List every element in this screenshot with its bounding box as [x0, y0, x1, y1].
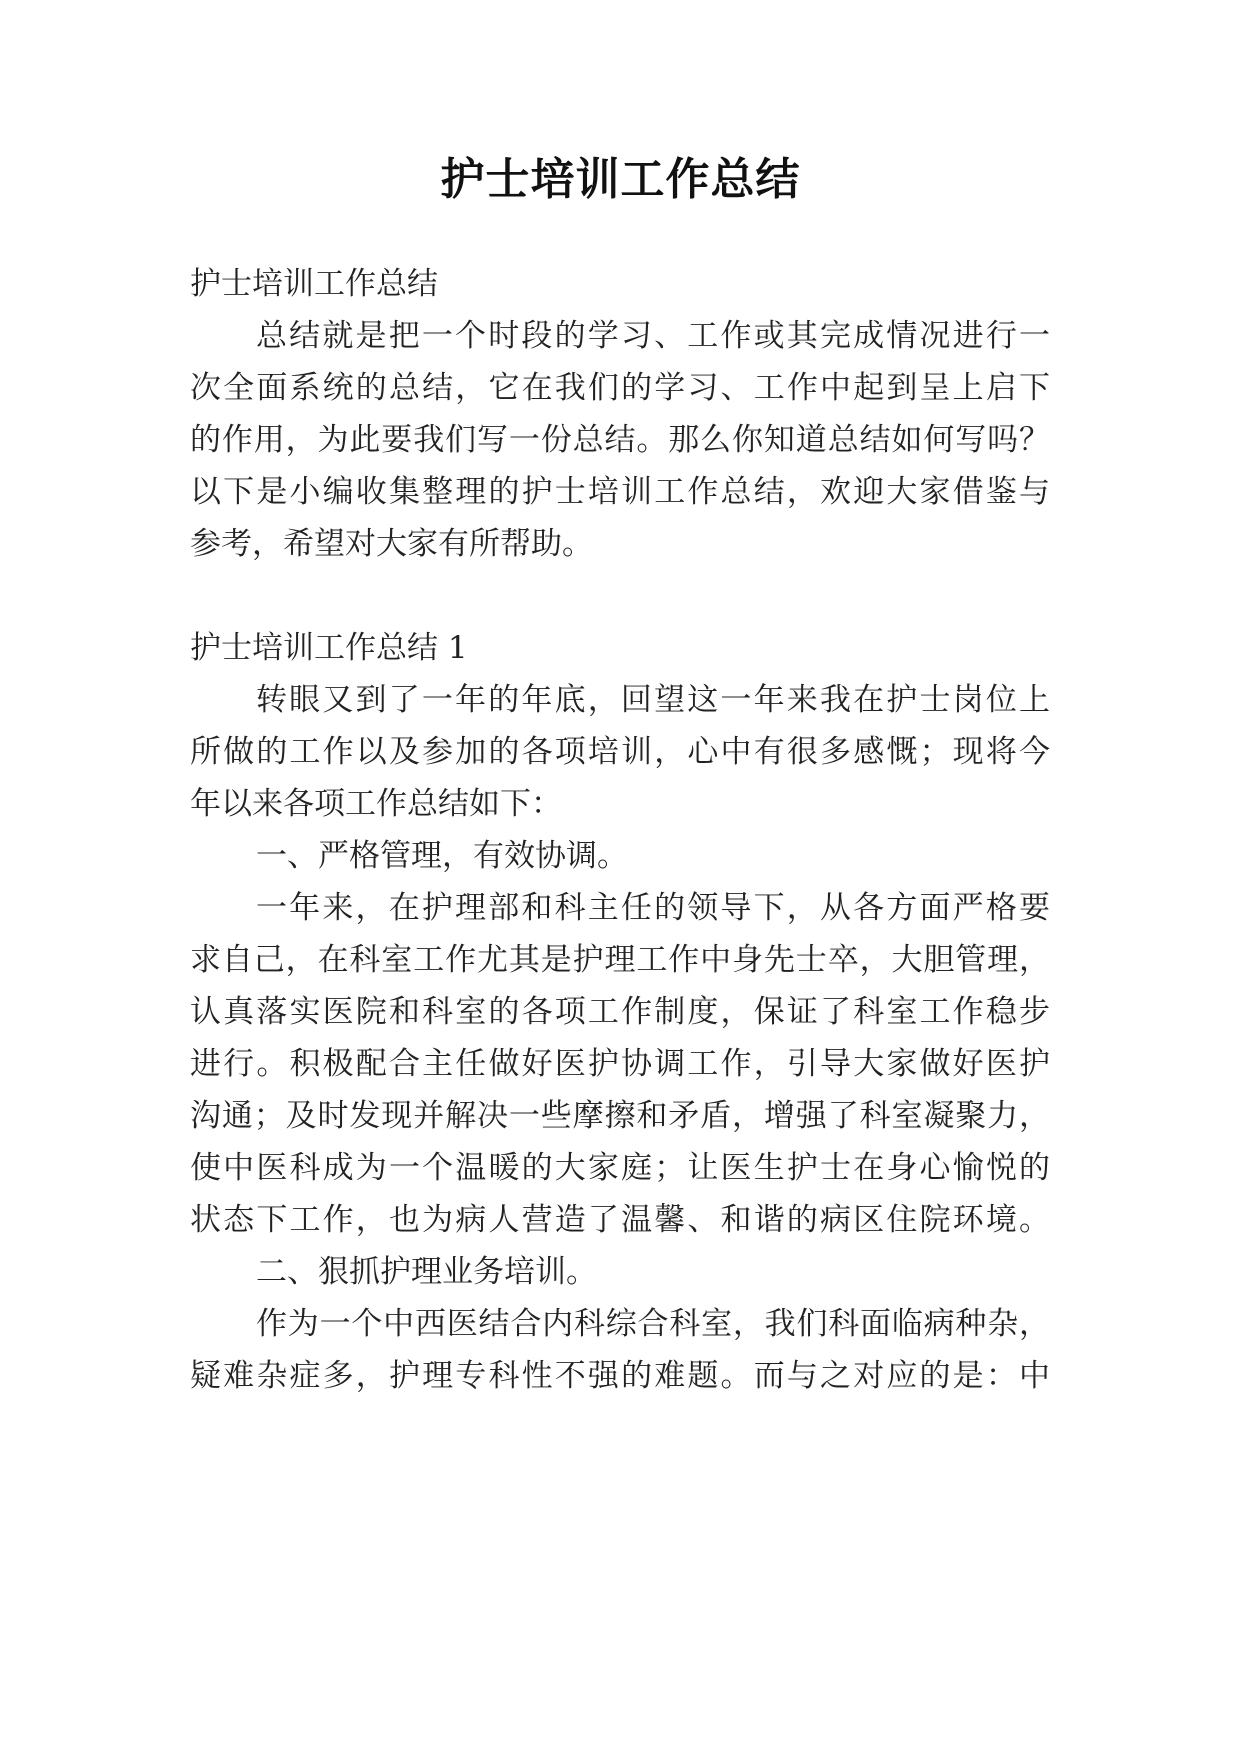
body-line: 状态下工作，也为病人营造了温馨、和谐的病区住院环境。	[190, 1202, 1050, 1238]
document-title: 护士培训工作总结	[440, 154, 801, 205]
intro-line: 的作用，为此要我们写一份总结。那么你知道总结如何写吗？	[190, 422, 1050, 458]
body-line: 疑难杂症多，护理专科性不强的难题。而与之对应的是：中	[190, 1358, 1050, 1394]
section-heading: 护士培训工作总结 1	[190, 630, 468, 666]
body-line: 求自己，在科室工作尤其是护理工作中身先士卒，大胆管理，	[190, 942, 1050, 978]
body-line: 使中医科成为一个温暖的大家庭；让医生护士在身心愉悦的	[190, 1150, 1050, 1186]
section-subheading: 二、狠抓护理业务培训。	[256, 1254, 597, 1290]
body-line: 沟通；及时发现并解决一些摩擦和矛盾，增强了科室凝聚力，	[190, 1098, 1050, 1134]
body-line: 认真落实医院和科室的各项工作制度，保证了科室工作稳步	[190, 994, 1050, 1030]
body-line: 作为一个中西医结合内科综合科室，我们科面临病种杂，	[256, 1306, 1050, 1342]
subtitle: 护士培训工作总结	[190, 266, 438, 302]
intro-line: 以下是小编收集整理的护士培训工作总结，欢迎大家借鉴与	[190, 474, 1050, 510]
body-line: 进行。积极配合主任做好医护协调工作，引导大家做好医护	[190, 1046, 1050, 1082]
body-line: 一年来，在护理部和科主任的领导下，从各方面严格要	[256, 890, 1050, 926]
body-line: 转眼又到了一年的年底，回望这一年来我在护士岗位上	[256, 682, 1050, 718]
body-line: 所做的工作以及参加的各项培训，心中有很多感慨；现将今	[190, 734, 1050, 770]
intro-line: 参考，希望对大家有所帮助。	[190, 526, 593, 562]
intro-line: 次全面系统的总结，它在我们的学习、工作中起到呈上启下	[190, 370, 1050, 406]
body-line: 年以来各项工作总结如下：	[190, 786, 562, 822]
intro-line: 总结就是把一个时段的学习、工作或其完成情况进行一	[256, 318, 1050, 354]
section-subheading: 一、严格管理，有效协调。	[256, 838, 628, 874]
